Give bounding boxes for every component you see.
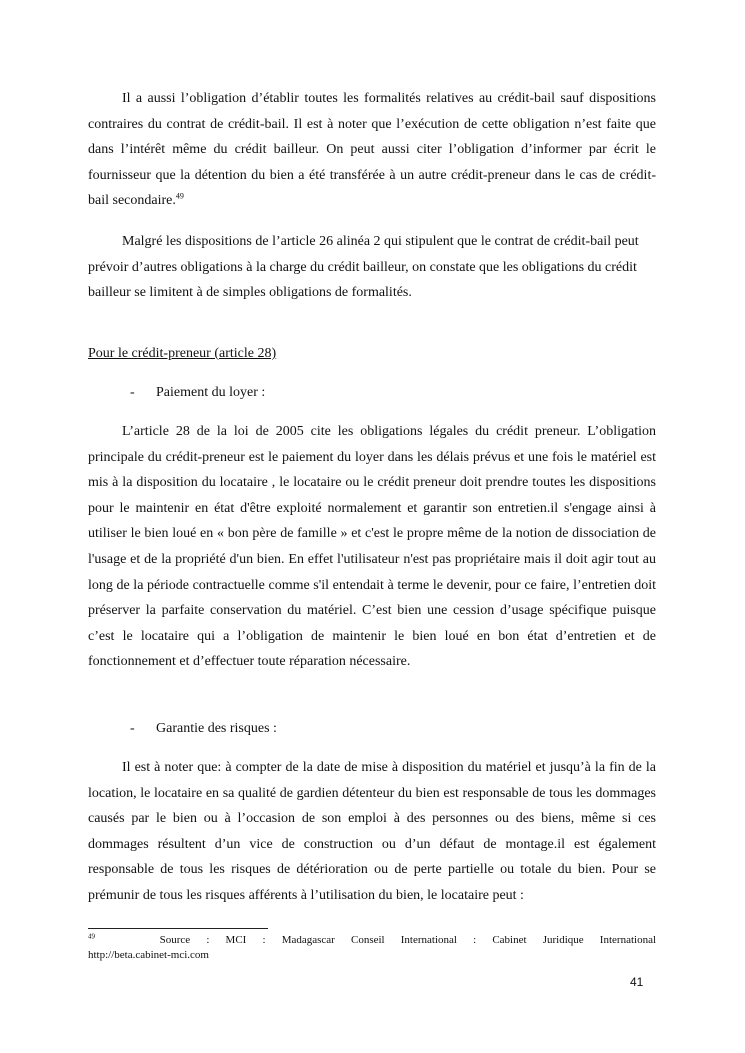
paragraph-article-28: L’article 28 de la loi de 2005 cite les obligations légales du crédit preneur. L’obligation principale du crédit-preneur est le paiement du loyer dans les délais prévus et une fois le matériel est mis à la disposition du locataire , le locataire ou le crédit preneur doit prendre toutes les dispositions pour le maintenir en état d'être exploité normalement et garantir son entretien.il s'engage ainsi à utiliser le bien loué en « bon père de famille » et c'est le propre même de la notion de dissociation de l'usage et de la propriété d'un bien. En effet l'utilisateur n'est pas propriétaire mais il doit agir tout au long de la période contractuelle comme s'il entendait à terme le devenir, pour ce faire, l’entretien doit préserver la parfaite conservation du matériel. C’est bien une cession d’usage spécifique puisque c’est le locataire qui a l’obligation de maintenir le bien loué en bon état d’entretien et de fonctionnement et d’effectuer toute réparation nécessaire. bbox=[88, 424, 656, 670]
bullet-label: Garantie des risques : bbox=[156, 721, 277, 736]
bullet-dash: - bbox=[130, 721, 135, 736]
footnote-url: http://beta.cabinet-mci.com bbox=[88, 949, 209, 961]
footnote-reference: 49 bbox=[175, 191, 184, 201]
paragraph-garantie: Il est à noter que: à compter de la date de mise à disposition du matériel et jusqu’à la fin de la location, le locataire en sa qualité de gardien détenteur du bien est responsable de tous les dommages causés par le bien ou à l’occasion de son emploi à des personnes ou des biens, même si ces dommages résultent d’un vice de construction ou d’un défaut de montage.il est également responsable de tous les risques de détérioration ou de perte partielle ou totale du bien. Pour se prémunir de tous les risques afférents à l’utilisation du bien, le locataire peut : bbox=[88, 760, 656, 903]
bullet-dash: - bbox=[130, 385, 135, 400]
bullet-paiement-loyer bbox=[130, 383, 265, 403]
section-heading: Pour le crédit-preneur (article 28) bbox=[88, 346, 277, 361]
page-number: 41 bbox=[630, 975, 644, 989]
footnote bbox=[88, 933, 656, 947]
bullet-garantie-risques bbox=[130, 719, 277, 739]
paragraph-text: Il a aussi l’obligation d’établir toutes les formalités relatives au crédit-bail sauf dispositions contraires du contrat de crédit-bail. Il est à noter que l’exécution de cette obligation n’est faite que dans l’intérêt même du crédit bailleur. On peut aussi citer l’obligation d’informer par écrit le fournisseur que la détention du bien a été transférée à un autre crédit-preneur dans le cas de crédit-bail secondaire. bbox=[88, 91, 656, 209]
footnote-text: Source : MCI : Madagascar Conseil International : Cabinet Juridique International bbox=[159, 934, 657, 946]
footnote-number: 49 bbox=[88, 932, 95, 941]
footnote-separator bbox=[88, 928, 268, 929]
bullet-label: Paiement du loyer : bbox=[156, 385, 266, 400]
paragraph-article-26: Malgré les dispositions de l’article 26 alinéa 2 qui stipulent que le contrat de crédit-bail peut prévoir d’autres obligations à la charge du crédit bailleur, on constate que les obligations du crédit bailleur se limitent à de simples obligations de formalités. bbox=[88, 234, 639, 301]
paragraph-bailleur-formalites bbox=[88, 86, 656, 214]
